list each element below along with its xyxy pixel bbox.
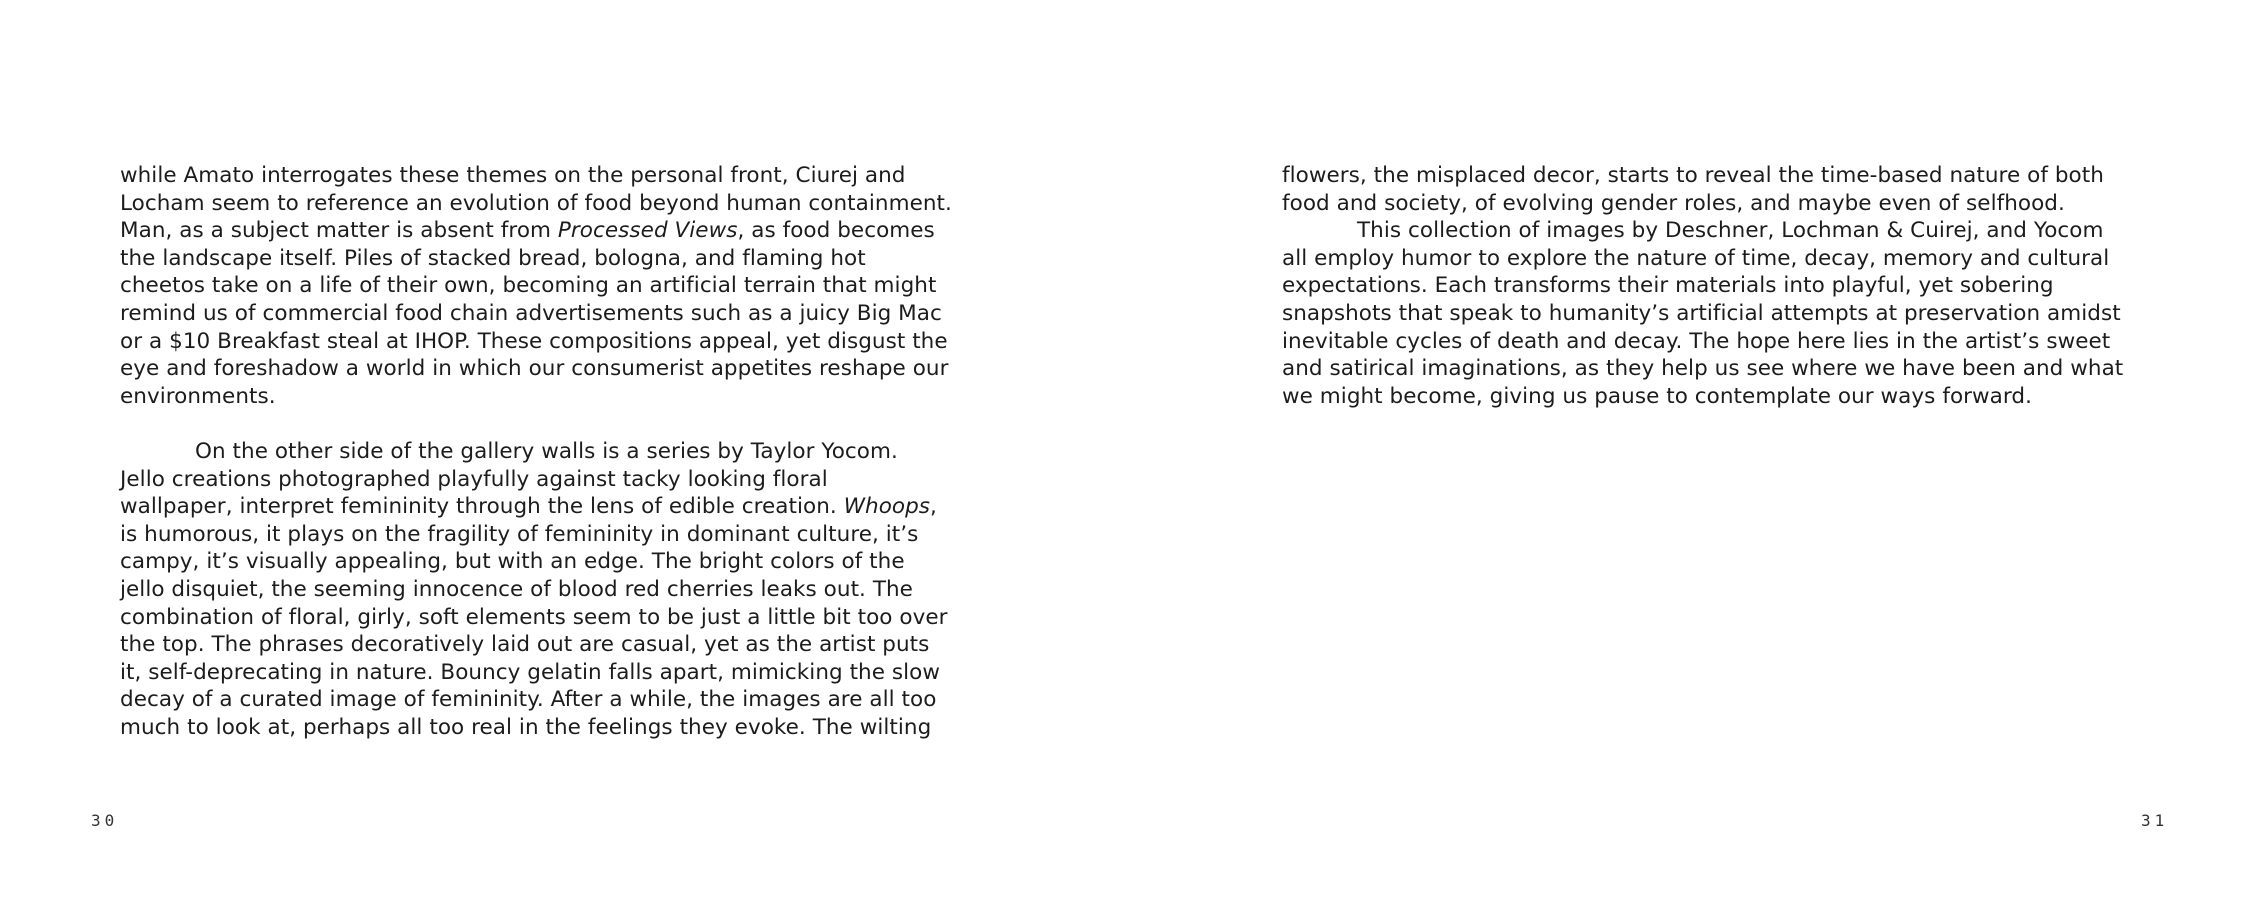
text-segment: wallpaper, interpret femininity through the lens of edible creation. — [120, 494, 844, 520]
text-line — [1282, 328, 2162, 356]
text-line — [120, 245, 990, 273]
text-line — [1282, 162, 2162, 190]
text-line — [1282, 190, 2162, 218]
paragraph-break — [120, 410, 990, 438]
text-segment: , as food becomes — [737, 218, 935, 244]
text-segment: while Amato interrogates these themes on the personal front, Ciurej and — [120, 163, 906, 188]
text-segment: expectations. Each transforms their materials into playful, yet sobering — [1282, 273, 2054, 299]
italic-title: Whoops — [843, 494, 931, 520]
text-segment: the landscape itself. Piles of stacked bread, bologna, and flaming hot — [120, 245, 866, 271]
text-segment: cheetos take on a life of their own, becoming an artificial terrain that might — [120, 273, 937, 299]
text-segment: inevitable cycles of death and decay. The hope here lies in the artist’s sweet — [1282, 328, 2111, 354]
text-line — [1282, 300, 2162, 328]
text-line — [120, 162, 990, 190]
text-line — [120, 576, 990, 604]
text-segment: snapshots that speak to humanity’s artificial attempts at preservation amidst — [1282, 300, 2121, 326]
text-line — [120, 631, 990, 659]
text-segment: and satirical imaginations, as they help us see where we have been and what — [1282, 356, 2124, 382]
text-line — [1282, 355, 2162, 383]
text-line — [120, 355, 990, 383]
text-segment: , — [930, 494, 937, 520]
text-line — [120, 272, 990, 300]
text-line — [120, 493, 990, 521]
text-segment: remind us of commercial food chain advertisements such as a juicy Big Mac — [120, 300, 942, 326]
text-segment: it, self-deprecating in nature. Bouncy gelatin falls apart, mimicking the slow — [120, 659, 941, 685]
text-segment: the top. The phrases decoratively laid out are casual, yet as the artist puts — [120, 632, 930, 658]
text-segment: flowers, the misplaced decor, starts to reveal the time-based nature of both — [1282, 163, 2104, 188]
text-line — [120, 686, 990, 714]
text-line — [120, 659, 990, 687]
text-line — [120, 190, 990, 218]
text-segment: all employ humor to explore the nature of time, decay, memory and cultural — [1282, 245, 2110, 271]
text-segment: jello disquiet, the seeming innocence of blood red cherries leaks out. The — [120, 576, 913, 602]
text-segment: campy, it’s visually appealing, but with an edge. The bright colors of the — [120, 549, 905, 575]
text-line — [120, 383, 990, 411]
text-segment: On the other side of the gallery walls is a series by Taylor Yocom. — [195, 438, 898, 464]
right-page — [1125, 0, 2250, 900]
text-line — [1282, 245, 2162, 273]
text-line — [120, 521, 990, 549]
text-segment: Man, as a subject matter is absent from — [120, 218, 558, 244]
text-segment: Locham seem to reference an evolution of food beyond human containment. — [120, 190, 952, 216]
text-segment: we might become, giving us pause to contemplate our ways forward. — [1282, 383, 2032, 409]
text-segment: or a $10 Breakfast steal at IHOP. These compositions appeal, yet disgust the — [120, 328, 948, 354]
text-segment: is humorous, it plays on the fragility of femininity in dominant culture, it’s — [120, 521, 919, 547]
text-segment: eye and foreshadow a world in which our consumerist appetites reshape our — [120, 356, 949, 382]
text-segment: food and society, of evolving gender roles, and maybe even of selfhood. — [1282, 190, 2065, 216]
text-line — [120, 438, 990, 466]
text-line — [1282, 383, 2162, 411]
italic-title: Processed Views — [557, 218, 738, 244]
text-line — [120, 548, 990, 576]
text-line — [1282, 217, 2162, 245]
text-segment: Jello creations photographed playfully against tacky looking floral — [120, 466, 828, 492]
text-line — [120, 300, 990, 328]
right-page-number: 31 — [2141, 811, 2169, 830]
text-line — [120, 604, 990, 632]
text-segment: much to look at, perhaps all too real in the feelings they evoke. The wilting — [120, 714, 932, 740]
text-segment: decay of a curated image of femininity. After a while, the images are all too — [120, 687, 937, 713]
text-line — [120, 217, 990, 245]
right-page-body-text — [1282, 162, 2162, 410]
left-page-number: 30 — [91, 811, 119, 830]
text-line — [120, 328, 990, 356]
text-segment: combination of floral, girly, soft elements seem to be just a little bit too over — [120, 604, 948, 630]
text-line — [1282, 272, 2162, 300]
left-page-body-text — [120, 162, 990, 741]
text-segment: This collection of images by Deschner, Lochman & Cuirej, and Yocom — [1357, 218, 2104, 244]
text-line — [120, 714, 990, 742]
text-segment: environments. — [120, 383, 276, 409]
text-line — [120, 466, 990, 494]
